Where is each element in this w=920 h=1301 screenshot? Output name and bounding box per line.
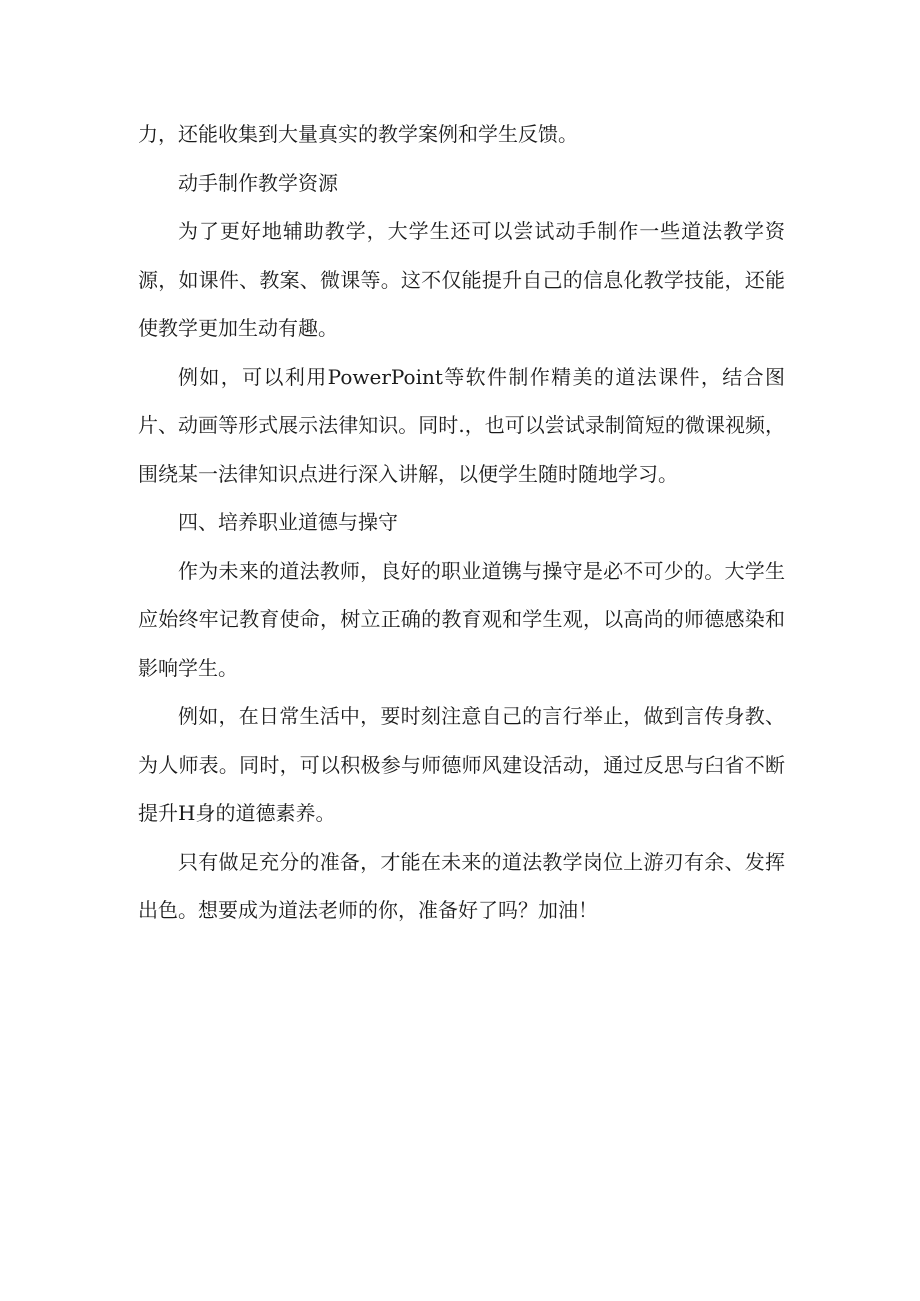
paragraph-ethics-intro: 作为未来的道法教师，良好的职业道镌与操守是必不可少的。大学生应始终牢记教育使命，树立正确的教育观和学生观，以高尚的师德感染和影响学生。 xyxy=(138,558,785,680)
section-heading-professional-ethics: 四、培养职业道德与操守 xyxy=(178,510,398,534)
paragraph-conclusion: 只有做足充分的准备，才能在未来的道法教学岗位上游刃有余、发挥出色。想要成为道法老师的你，准备好了吗？加油！ xyxy=(138,849,785,922)
paragraph-resources-intro: 为了更好地辅助教学，大学生还可以尝试动手制作一些道法教学资源，如课件、教案、微课等。这不仅能提升自己的信息化教学技能，还能使教学更加生动有趣。 xyxy=(138,219,785,340)
paragraph-resources-example: 例如，可以利用PowerPoint等软件制作精美的道法课件，结合图片、动画等形式展示法律知识。同时.，也可以尝试录制简短的微课视频，围绕某一法律知识点进行深入讲解，以便学生随时随地学习。 xyxy=(138,364,785,486)
section-heading-teaching-resources: 动手制作教学资源 xyxy=(178,170,338,195)
paragraph-ethics-example: 例如，在日常生活中，要时刻注意自己的言行举止，做到言传身教、为人师表。同时，可以积极参与师德师风建设活动，通过反思与臼省不断提升H身的道德素养。 xyxy=(138,704,785,825)
document-body xyxy=(138,110,785,935)
paragraph-continuation: 力，还能收集到大量真实的教学案例和学生反馈。 xyxy=(138,122,578,146)
